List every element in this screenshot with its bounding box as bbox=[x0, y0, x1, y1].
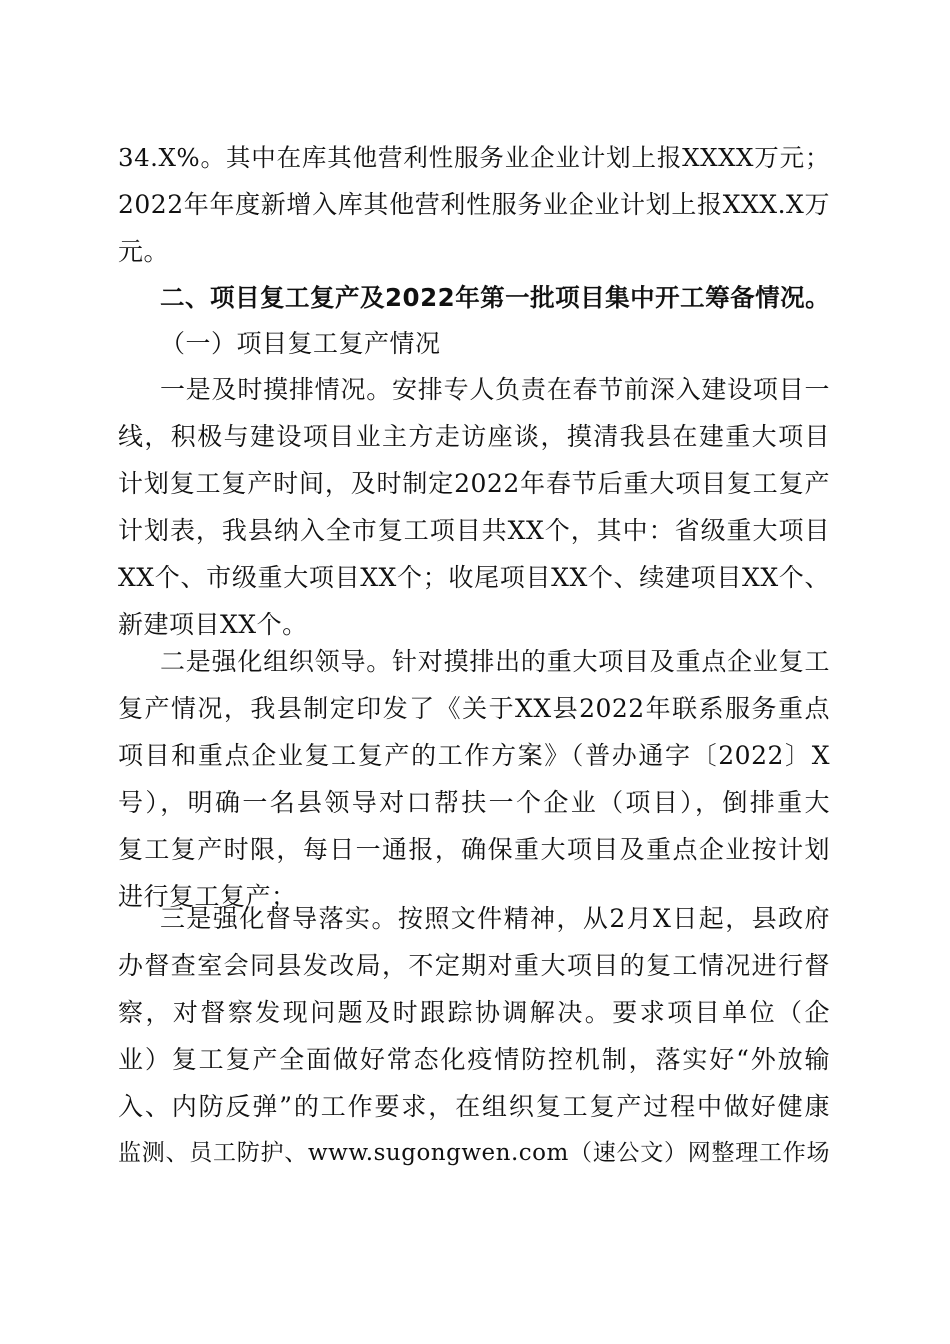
text-run: 按照文件精神，从2月X日起，县政府 bbox=[397, 904, 830, 933]
text-line: 项目和重点企业复工复产的工作方案》（普办通字〔2022〕X bbox=[118, 741, 830, 770]
text-line: 监测、员工防护、www.sugongwen.com（速公文）网整理工作场 bbox=[118, 1140, 830, 1166]
paragraph-2 bbox=[118, 638, 830, 920]
paragraph-1 bbox=[118, 366, 830, 648]
text-line: 线，积极与建设项目业主方走访座谈，摸清我县在建重大项目 bbox=[118, 422, 830, 451]
text-line: 办督查室会同县发改局，不定期对重大项目的复工情况进行督 bbox=[118, 951, 830, 980]
text-line: 号），明确一名县领导对口帮扶一个企业（项目），倒排重大 bbox=[118, 788, 830, 817]
text-line bbox=[118, 366, 830, 413]
paragraph-lead: 三是强化督导落实。 bbox=[160, 904, 398, 933]
text-line: 复工复产时限，每日一通报，确保重大项目及重点企业按计划 bbox=[118, 835, 830, 864]
text-line bbox=[118, 895, 830, 942]
text-line bbox=[118, 638, 830, 685]
text-line: 复产情况，我县制定印发了《关于XX县2022年联系服务重点 bbox=[118, 694, 830, 723]
text-line: 察，对督察发现问题及时跟踪协调解决。要求项目单位（企 bbox=[118, 998, 830, 1027]
section-heading-block bbox=[118, 274, 830, 321]
text-line: 2022年年度新增入库其他营利性服务业企业计划上报XXX.X万 bbox=[118, 190, 830, 219]
text-line: 入、内防反弹”的工作要求，在组织复工复产过程中做好健康 bbox=[118, 1092, 830, 1121]
text-line: 元。 bbox=[118, 237, 170, 266]
text-line: 业）复工复产全面做好常态化疫情防控机制，落实好“外放输 bbox=[118, 1045, 830, 1074]
paragraph-lead: 一是及时摸排情况。 bbox=[160, 375, 393, 404]
continuation-paragraph bbox=[118, 134, 830, 275]
text-line: 计划复工复产时间，及时制定2022年春节后重大项目复工复产 bbox=[118, 469, 830, 498]
text-run: 安排专人负责在春节前深入建设项目一 bbox=[392, 375, 830, 404]
text-run: 针对摸排出的重大项目及重点企业复工 bbox=[392, 647, 830, 676]
text-line: XX个、市级重大项目XX个；收尾项目XX个、续建项目XX个、 bbox=[118, 563, 830, 592]
subsection-heading-block bbox=[118, 320, 830, 367]
subsection-title: （一）项目复工复产情况 bbox=[160, 329, 441, 358]
text-line: 34.X%。其中在库其他营利性服务业企业计划上报XXXX万元； bbox=[118, 143, 830, 172]
text-line: 进行复工复产； bbox=[118, 882, 297, 911]
text-line: 新建项目XX个。 bbox=[118, 610, 308, 639]
section-title: 二、项目复工复产及2022年第一批项目集中开工筹备情况。 bbox=[160, 283, 831, 312]
text-line: 计划表，我县纳入全市复工项目共XX个，其中：省级重大项目 bbox=[118, 516, 830, 545]
paragraph-3 bbox=[118, 895, 830, 1177]
paragraph-lead: 二是强化组织领导。 bbox=[160, 647, 393, 676]
